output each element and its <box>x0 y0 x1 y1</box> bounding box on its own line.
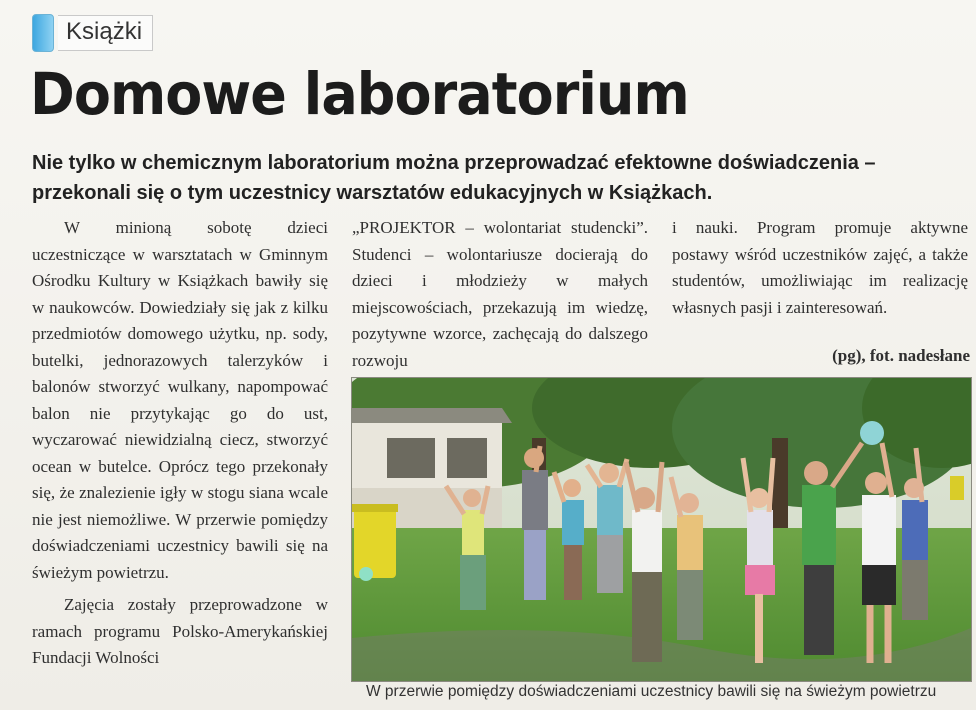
article-column-1 <box>32 215 328 672</box>
article-column-3 <box>672 215 968 321</box>
body-paragraph: „PROJEKTOR – wolontariat studencki”. Studenci – wolontariusze docierają do dzieci i młodzieży w małych miejscowościach, przekazują im wiedzę, pozytywne wzorce, zachęcają do dalszego rozwoju <box>352 218 648 370</box>
section-label: Książki <box>58 15 153 51</box>
byline: (pg), fot. nadesłane <box>832 346 970 365</box>
article-lead: Nie tylko w chemicznym laboratorium można przeprowadzać efektowne doświadczenia – przekonali się o tym uczestnicy warsztatów edukacyjnych w Książkach. <box>32 152 876 204</box>
photo-caption: W przerwie pomiędzy doświadczeniami uczestnicy bawili się na świeżym powietrzu <box>366 683 937 700</box>
article-column-2 <box>352 215 648 374</box>
article-headline: Domowe laboratorium <box>30 60 689 128</box>
body-paragraph: Zajęcia zostały przeprowadzone w ramach programu Polsko-Amerykańskiej Fundacji Wolności <box>32 595 328 667</box>
photo-illustration <box>352 378 971 681</box>
body-paragraph: W minioną sobotę dzieci uczestniczące w warsztatach w Gminnym Ośrodku Kultury w Książkach bawiły się w naukowców. Dowiedziały się jak z kilku przedmiotów domowego użytku, np. sody, butelki, jednorazowych talerzyków i balonów stworzyć wulkany, napompować balon nie przytykając go do ust, wyczarować niewidzialną ciecz, stworzyć ocean w butelce. Oprócz tego przekonały się, że znalezienie igły w stogu siana wcale nie jest niemożliwe. W przerwie pomiędzy doświadczeniami uczestnicy bawili się na świeżym powietrzu. <box>32 218 328 582</box>
section-marker-icon <box>32 14 54 52</box>
section-tag <box>32 14 153 52</box>
body-paragraph: i nauki. Program promuje aktywne postawy wśród uczestników zajęć, a także studentów, umożliwiając im realizację własnych pasji i zainteresowań. <box>672 218 968 317</box>
article-photo <box>351 377 972 682</box>
